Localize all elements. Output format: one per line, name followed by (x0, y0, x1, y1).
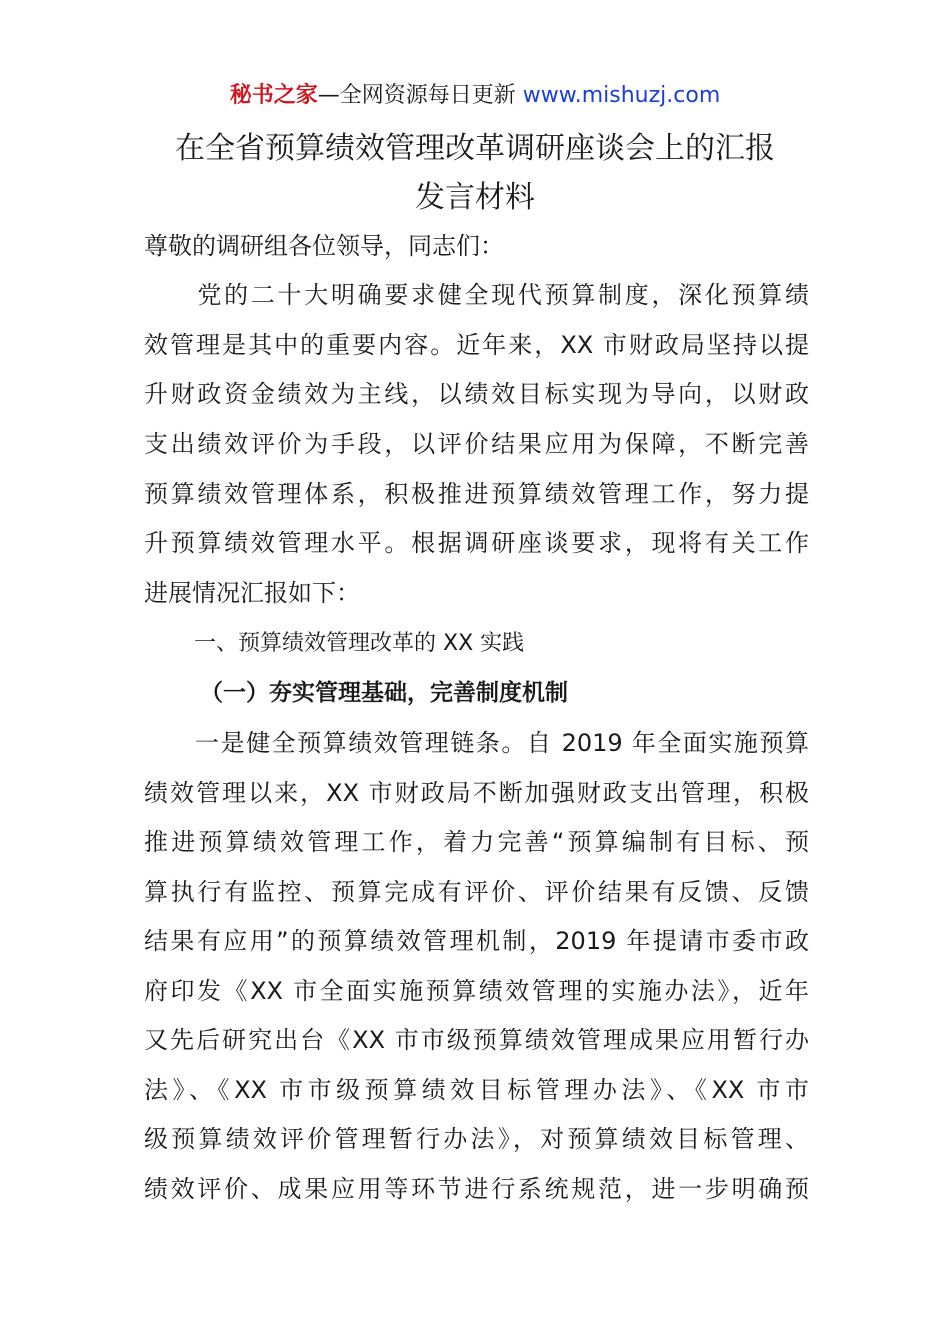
paragraph-line: 算执行有监控、预算完成有评价、评价结果有反馈、反馈 (144, 878, 809, 906)
paragraph-line: 法》、《XX 市市级预算绩效目标管理办法》、《XX 市市 (144, 1076, 809, 1104)
paragraph-line: 一是健全预算绩效管理链条。自 2019 年全面实施预算 (144, 729, 809, 757)
site-brand: 秘书之家 (229, 83, 318, 108)
paragraph-line: 又先后研究出台《XX 市市级预算绩效管理成果应用暂行办 (144, 1026, 809, 1054)
paragraph-line: 结果有应用”的预算绩效管理机制，2019 年提请市委市政 (144, 927, 809, 955)
paragraph-line: 预算绩效管理体系，积极推进预算绩效管理工作，努力提 (144, 480, 809, 508)
document-title-line-2: 发言材料 (415, 180, 535, 215)
salutation: 尊敬的调研组各位领导，同志们： (144, 232, 504, 260)
subsection-heading: （一）夯实管理基础，完善制度机制 (200, 680, 568, 706)
paragraph-line: 府印发《XX 市全面实施预算绩效管理的实施办法》，近年 (144, 977, 809, 1005)
site-tagline: —全网资源每日更新 (317, 83, 516, 108)
paragraph-line: 绩效评价、成果应用等环节进行系统规范，进一步明确预 (144, 1175, 809, 1203)
document-title-line-1: 在全省预算绩效管理改革调研座谈会上的汇报 (175, 131, 775, 166)
paragraph-line: 效管理是其中的重要内容。近年来，XX 市财政局坚持以提 (144, 331, 809, 359)
paragraph-line: 绩效管理以来，XX 市财政局不断加强财政支出管理，积极 (144, 779, 809, 807)
site-header (0, 80, 950, 112)
site-url-link[interactable]: www.mishuzj.com (522, 83, 721, 108)
paragraph-line: 进展情况汇报如下： (144, 579, 360, 607)
paragraph-line: 升财政资金绩效为主线，以绩效目标实现为导向，以财政 (144, 380, 809, 408)
section-heading: 一、预算绩效管理改革的 XX 实践 (194, 631, 525, 656)
paragraph-line: 党的二十大明确要求健全现代预算制度，深化预算绩 (144, 281, 809, 309)
paragraph-line: 支出绩效评价为手段，以评价结果应用为保障，不断完善 (144, 430, 809, 458)
paragraph-line: 推进预算绩效管理工作，着力完善“预算编制有目标、预 (144, 828, 809, 856)
paragraph-line: 升预算绩效管理水平。根据调研座谈要求，现将有关工作 (144, 529, 809, 557)
paragraph-line: 级预算绩效评价管理暂行办法》，对预算绩效目标管理、 (144, 1125, 809, 1153)
